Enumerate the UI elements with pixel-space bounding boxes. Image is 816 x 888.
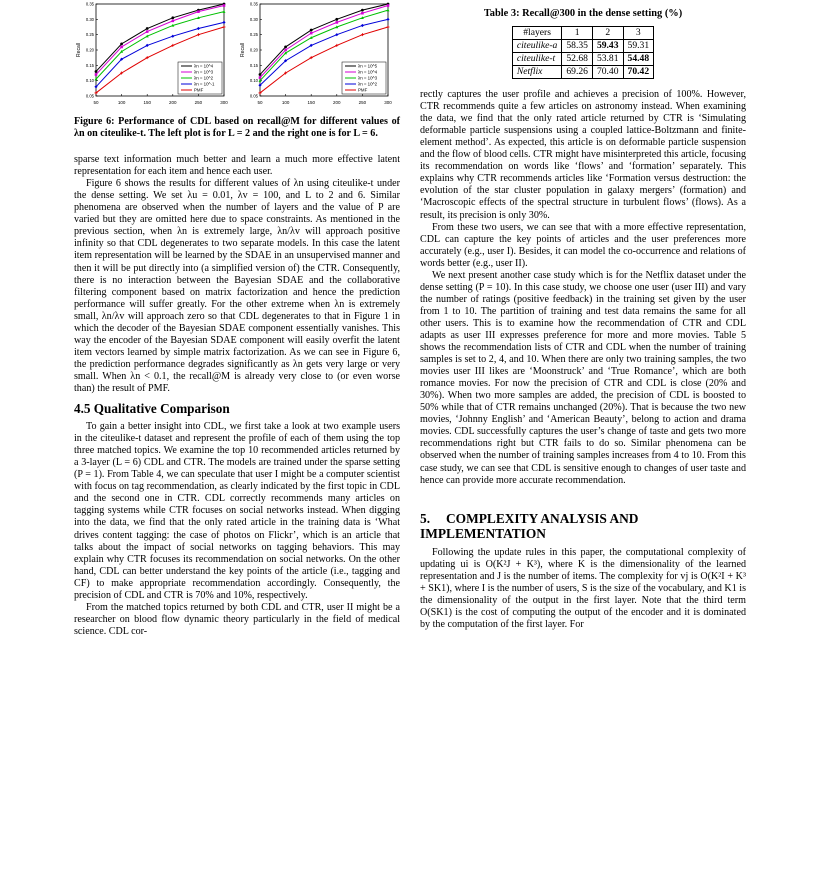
data-point	[120, 42, 123, 45]
table-cell: 59.31	[623, 40, 654, 53]
x-tick-label: 50	[93, 100, 99, 105]
table-header-cell: #layers	[512, 27, 561, 40]
y-axis-label: Recall	[76, 43, 82, 57]
legend-label: λn = 10^5	[358, 63, 378, 69]
legend-label: λn = 10^3	[194, 69, 214, 75]
y-tick-label: 0.10	[85, 78, 94, 84]
data-point	[284, 46, 287, 49]
paragraph: sparse text information much better and learn a much more effective latent representation for each item and hence each user.	[74, 154, 400, 178]
data-point	[95, 73, 98, 76]
paragraph: Figure 6 shows the results for different values of λn using citeulike-t under the dense setting. We set λu = 0.01, λv = 100, and L to 2 and 6. Similar phenomena are observed when the number of layers and the value of P are varied but they are omitted here due to space constraints. As mentioned in the previous section, when λn is extremely large, λn/λv will approach positive infinity so that CDL degenerates to two separate models. In this case the latent item representation will be learned by the SDAE in an unsupervised manner and then it will be put directly into (a simplified version of) the CTR. Consequently, there is no interaction between the Bayesian SDAE and the collaborative filtering component based on matrix factorization and hence the prediction performance will suffer greatly. For the other extreme when λn is extremely small, λn/λv will approach zero so that CDL degenerates to that in Figure 1 in which the decoder of the Bayesian SDAE component essentially vanishes. This way the encoder of the Bayesian SDAE component will easily overfit the latent item vectors learned by simple matrix factorization. As we can see in Figure 6, the prediction performance degrades significantly as λn gets very large or very small. When λn < 0.1, the recall@M is already very close to (or even worse than) the result of PMF.	[74, 178, 400, 394]
y-tick-label: 0.05	[249, 93, 258, 99]
left-column	[74, 0, 400, 638]
figure-6-left-panel	[74, 0, 232, 108]
legend-label: PMF	[194, 87, 204, 93]
data-point	[284, 49, 287, 52]
x-tick-label: 200	[333, 100, 341, 105]
data-point	[146, 27, 149, 30]
table-header-cell: 3	[623, 27, 654, 40]
table-caption: Table 3: Recall@300 in the dense setting (%)	[483, 8, 683, 19]
data-point	[197, 33, 200, 36]
table-header-cell: 2	[592, 27, 623, 40]
y-axis-label: Recall	[240, 43, 246, 57]
results-table	[512, 26, 654, 79]
x-tick-label: 100	[117, 100, 126, 105]
x-tick-label: 200	[169, 100, 177, 105]
table-header-row	[512, 27, 653, 40]
data-point	[310, 32, 313, 35]
table-cell: citeulike-t	[512, 53, 561, 66]
data-point	[386, 18, 389, 21]
y-tick-label: 0.15	[249, 62, 258, 68]
data-point	[171, 35, 174, 38]
data-point	[120, 46, 123, 49]
table-cell: 70.42	[623, 66, 654, 79]
data-point	[223, 4, 226, 7]
table-header-cell: 1	[562, 27, 593, 40]
y-tick-label: 0.20	[85, 47, 94, 53]
x-tick-label: 250	[194, 100, 203, 105]
table-cell: 54.48	[623, 53, 654, 66]
x-tick-label: 300	[384, 100, 392, 105]
x-tick-label: 300	[220, 100, 228, 105]
data-point	[387, 26, 390, 29]
paragraph: From these two users, we can see that with a more effective representation, CDL can capture the key points of articles and the user preferences more accurately (e.g., user I). Besides, it can model the co-occurrence and relations of words better (e.g., user II).	[420, 221, 746, 269]
y-tick-label: 0.25	[249, 32, 258, 38]
recall-chart-l2	[74, 0, 232, 108]
x-tick-label: 150	[307, 100, 315, 105]
paragraph: Following the update rules in this paper, the computational complexity of updating ui is O(K²J + K³), where K is the dimensionality of the learned representation and J is the number of items. The complexity for vj is O(K²I + K³ + SK1), where I is the number of users, S is the size of the vocabulary, and K1 is the dimensionality of the output in the first layer. Note that the third term O(SK1) is the cost of computing the output of the encoder and it is dominated by the computation of the first layer. For	[420, 546, 747, 630]
data-point	[95, 70, 98, 73]
paragraph: rectly captures the user profile and achieves a precision of 100%. However, CTR recommends quite a few articles on astronomy instead. When examining the data, we find that the only rated article returned by CTR is ‘Simulating deformable particle suspensions using a coupled lattice-Boltzmann and finite-element method’. As expected, this article is on deformable particle suspension and the flow of blood cells. CTR might have misinterpreted this article, focusing its recommendation on words like ‘flows’ and ‘formation’ separately. This explains why CTR recommends articles like ‘Formation versus destruction: the evolution of the star cluster population in galaxy mergers’ (formation) and ‘Macroscopic effects of the spectral structure in turbulent flows’ (flows). As a result, its precision is only 30%.	[420, 89, 746, 221]
figure-6-right-panel	[238, 0, 396, 108]
data-point	[172, 20, 175, 23]
data-point	[361, 33, 364, 36]
data-point	[171, 16, 174, 19]
y-tick-label: 0.10	[249, 78, 258, 84]
data-point	[223, 26, 226, 29]
right-column	[420, 0, 746, 631]
legend-label: λn = 10^4	[358, 69, 378, 75]
legend-label: λn = 10^3	[358, 75, 378, 81]
y-tick-label: 0.25	[85, 32, 94, 38]
y-tick-label: 0.20	[249, 47, 258, 53]
table-row	[512, 40, 653, 53]
x-tick-label: 150	[143, 100, 151, 105]
y-tick-label: 0.35	[85, 1, 94, 7]
y-tick-label: 0.30	[85, 16, 94, 22]
table-row	[512, 53, 653, 66]
data-point	[361, 9, 364, 12]
y-tick-label: 0.05	[85, 93, 94, 99]
table-cell: 53.81	[592, 53, 623, 66]
x-tick-label: 250	[358, 100, 367, 105]
data-point	[336, 21, 339, 24]
data-point	[146, 30, 149, 33]
data-point	[310, 29, 313, 32]
data-point	[197, 27, 200, 30]
section-heading-5	[420, 511, 746, 541]
figure-caption: Figure 6: Performance of CDL based on recall@M for different values of λn on citeulike-t. The left plot is for L = 2 and the right one is for L = 6.	[74, 116, 400, 140]
paragraph: To gain a better insight into CDL, we first take a look at two example users in the citeulike-t dataset and represent the profile of each of them using the top three matched topics. We examine the top 10 recommended articles returned by a 3-layer (L = 6) CDL and CTR. The models are trained under the sparse setting (P = 1). From Table 4, we can speculate that user I might be a computer scientist with focus on tag recommendation, as clearly indicated by the first topic in CDL and the second one in CTR. CDL correctly recommends many articles on tagging systems while CTR focuses on social networks instead. When digging into the data, we find that the only rated article in the training data is ‘What drives content tagging: the case of photos on Flickr’, which is an article that talks about the impact of social networks on tagging behaviors. This may explain why CTR focuses its recommendation on social networks. On the other hand, CDL can better understand the key points of the article (i.e., tagging and CF) to make appropriate recommendation accordingly. Consequently, the precision of CDL and CTR is 70% and 10%, respectively.	[74, 421, 400, 601]
legend-label: λn = 10^2	[194, 75, 214, 81]
table-cell: 58.35	[562, 40, 593, 53]
data-point	[335, 18, 338, 21]
table-cell: Netflix	[512, 66, 561, 79]
table-cell: 59.43	[592, 40, 623, 53]
x-tick-label: 50	[257, 100, 263, 105]
section-heading-4-5: 4.5 Qualitative Comparison	[74, 401, 230, 417]
table-cell: 69.26	[562, 66, 593, 79]
data-point	[361, 24, 364, 27]
data-point	[259, 76, 262, 79]
section-number: 5.	[420, 510, 431, 526]
x-tick-label: 100	[281, 100, 290, 105]
data-point	[387, 4, 390, 7]
y-tick-label: 0.35	[249, 1, 258, 7]
data-point	[259, 73, 262, 76]
table-3	[420, 8, 746, 79]
table-cell: 70.40	[592, 66, 623, 79]
table-cell: 52.68	[562, 53, 593, 66]
table-row	[512, 66, 653, 79]
legend-label: PMF	[358, 87, 368, 93]
paragraph: We next present another case study which is for the Netflix dataset under the dense setting (P = 10). In this case study, we choose one user (user III) and vary the number of ratings (positive feedback) in the training set given by the user from 1 to 10. The partition of training and test data remains the same for all other users. This is to examine how the recommendation of CTR and CDL adapts as user III expresses preference for more and more movies. Table 5 shows the recommendation lists of CTR and CDL when the number of training samples is set to 2, 4, and 10. When there are only two training samples, the two movies user III likes are ‘Moonstruck’ and ‘True Romance’, which are both romance movies. For now the precision of CTR and CDL is close (20% and 30%). When two more samples are added, the precision of CDL is boosted to 50% while that of CTR remains unchanged (20%). That is because the two new movies, ‘Johnny English’ and ‘American Beauty’, belong to action and drama movies. CDL successfully captures the user’s change of taste and gets two more recommendations right but CTR fails to do so. Similar phenomena can be observed when the number of training samples increases from 4 to 10. From this case study, we can see that CDL is sensitive enough to changes of user taste and hence can provide more accurate recommendation.	[420, 269, 746, 486]
legend-label: λn = 10^4	[194, 63, 214, 69]
data-point	[361, 12, 364, 15]
figure-6	[74, 0, 400, 108]
series-line	[96, 4, 224, 71]
section-title: COMPLEXITY ANALYSIS AND IMPLEMENTATION	[420, 510, 639, 541]
table-cell: citeulike-a	[512, 40, 561, 53]
data-point	[197, 10, 200, 13]
recall-chart-l6	[238, 0, 396, 108]
data-point	[222, 21, 225, 24]
legend-label: λn = 10^-1	[194, 81, 215, 87]
data-point	[335, 33, 338, 36]
legend-label: λn = 10^2	[358, 81, 378, 87]
paragraph: From the matched topics returned by both CDL and CTR, user II might be a researcher on blood flow dynamic theory particularly in the field of medical science. CDL cor-	[74, 601, 400, 637]
y-tick-label: 0.15	[85, 62, 94, 68]
y-tick-label: 0.30	[249, 16, 258, 22]
